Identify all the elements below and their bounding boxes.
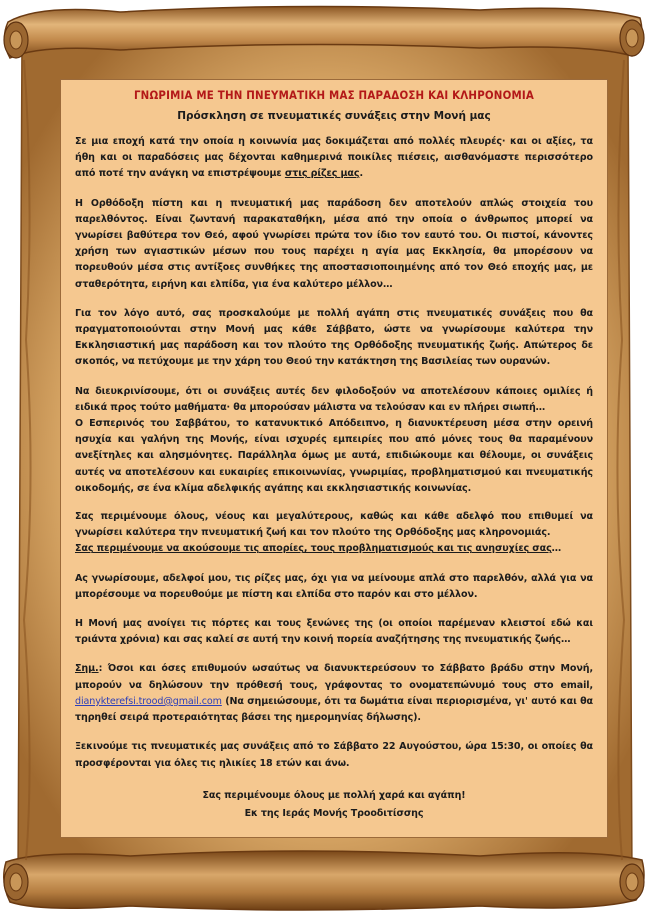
paragraph-2: Η Ορθόδοξη πίστη και η πνευματική μας παράδοση δεν αποτελούν απλώς στοιχεία του παρελθόντος. Είναι ζωντανή παρακαταθήκη, μέσα από την οποία ο άνθρωπος μπορεί να γνωρίσει βαθύτερα τον Θεό, αφού γνωρίσει πρώτα τον ίδιο τον εαυτό του. Οι πιστοί, κάνοντες χρήση των αγιαστικών μέσων που τους παρέχει η αγία μας Εκκλησία, θα μπορέσουν να πορευθούν μέσα στις αντίξοες συνθήκες της αποστασιοποιημένης από τον Θεό εποχής μας, με σταθερότητα, ειρήνη και ελπίδα, για ένα καλύτερο μέλλον… [75, 197, 593, 290]
paragraph-4-body: Ο Εσπερινός του Σαββάτου, το κατανυκτικό Απόδειπνο, η διανυκτέρευση μέσα στην ορεινή ησυχία και γαλήνη της Μονής, είναι ισχυρές εμπειρίες που από μόνες τους θα παραμένουν ανεξίτηλες και αλησμόνητες. Παράλληλα όμως με αυτά, επιδιώκουμε και θέλουμε, οι συνάξεις αυτές να αποτελέσουν και ευκαιρίες επικοινωνίας, γνωριμίας, προβληματισμού και πνευματικής οικοδομής, σε ένα κλίμα αδελφικής αγάπης και εκκλησιαστικής κοινωνίας. [75, 418, 593, 494]
note-after: (Να σημειώσουμε, ότι τα δωμάτια είναι περιορισμένα, γι' αυτό και θα τηρηθεί σειρά προτεραιότητας βάσει της ημερομηνίας δήλωσης). [75, 695, 593, 724]
note-text: Όσοι και όσες επιθυμούν ωσαύτως να διανυκτερεύσουν το Σάββατο βράδυ στην Μονή, μπορούν να δηλώσουν την πρόθεσή τους, γράφοντας το ονοματεπώνυμό τους στο email, [75, 663, 593, 691]
paragraph-5-end: … [551, 543, 562, 555]
paragraph-7: Η Μονή μας ανοίγει τις πόρτες και τους ξενώνες της (οι οποίοι παρέμεναν κλειστοί εδώ και τριάντα χρόνια) και σας καλεί σε αυτή την κοινή πορεία αναζήτησης της πνευματικής ζωής… [75, 618, 593, 646]
note-label: Σημ. [75, 663, 99, 675]
closing-line: Σας περιμένουμε όλους με πολλή χαρά και αγάπη! [202, 789, 466, 801]
note-paragraph [75, 661, 593, 726]
paragraph-1-end: . [359, 168, 363, 180]
document-title: ΓΝΩΡΙΜΙΑ ΜΕ ΤΗΝ ΠΝΕΥΜΑΤΙΚΗ ΜΑΣ ΠΑΡΑΔΟΣΗ ΚΑΙ ΚΛΗΡΟΝΟΜΙΑ [133, 88, 535, 102]
paragraph-1 [75, 134, 593, 183]
email-link[interactable]: dianykterefsi.trood@gmail.com [75, 695, 222, 707]
paragraph-4 [75, 384, 593, 497]
paragraph-1-text: Σε μια εποχή κατά την οποία η κοινωνία μας δοκιμάζεται από πολλές πλευρές· και οι αξίες, τα ήθη και οι παραδόσεις μας δέχονται καθημερινά ποικίλες πιέσεις, αισθανόμαστε περισσότερο από ποτέ την ανάγκη να επιστρέψουμε [75, 136, 593, 180]
invitation-panel [60, 79, 608, 838]
document-subtitle: Πρόσκληση σε πνευματικές συνάξεις στην Μονή μας [177, 110, 491, 122]
paragraph-5 [75, 509, 593, 558]
paragraph-5-text: Σας περιμένουμε όλους, νέους και μεγαλύτερους, καθώς και κάθε αδελφό που επιθυμεί να γνωρίσει καλύτερα την πνευματική ζωή και τον πλούτο της Ορθόδοξης μας κληρονομιάς. [75, 511, 593, 539]
signature-line: Εκ της Ιεράς Μονής Τροοδιτίσσης [244, 807, 424, 819]
paragraph-5-underlined: Σας περιμένουμε να ακούσουμε τις απορίες, τους προβληματισμούς και τις ανησυχίες σας [75, 543, 552, 555]
roots-underlined: στις ρίζες μας [284, 168, 360, 180]
paragraph-3: Για τον λόγο αυτό, σας προσκαλούμε με πολλή αγάπη στις πνευματικές συνάξεις που θα πραγματοποιούνται στην Μονή μας κάθε Σάββατο, ώστε να γνωρίσουμε καλύτερα την Εκκλησιαστική μας παράδοση και τον πλούτο της Ορθόδοξης πνευματικής ζωής. Απώτερος δε σκοπός, να πετύχουμε με την χάρη του Θεού την κατάκτηση της Βασιλείας των ουρανών. [75, 307, 593, 368]
paragraph-start-date: Ξεκινούμε τις πνευματικές μας συνάξεις από το Σάββατο 22 Αυγούστου, ώρα 15:30, οι οποίες θα προσφέρονται για όλες τις ηλικίες 18 ετών και άνω. [75, 741, 593, 769]
paragraph-4-intro: Να διευκρινίσουμε, ότι οι συνάξεις αυτές δεν φιλοδοξούν να αποτελέσουν κάποιες ομιλίες ή ειδικά προς τούτο μαθήματα· θα μπορούσαν μάλιστα να τελούσαν και εν πλήρει σιωπή… [75, 385, 593, 413]
note-colon: : [98, 663, 103, 675]
paragraph-6: Ας γνωρίσουμε, αδελφοί μου, τις ρίζες μας, όχι για να μείνουμε απλά στο παρελθόν, αλλά για να μπορέσουμε να πορευθούμε με πίστη και ελπίδα στο παρόν και στο μέλλον. [75, 572, 593, 600]
